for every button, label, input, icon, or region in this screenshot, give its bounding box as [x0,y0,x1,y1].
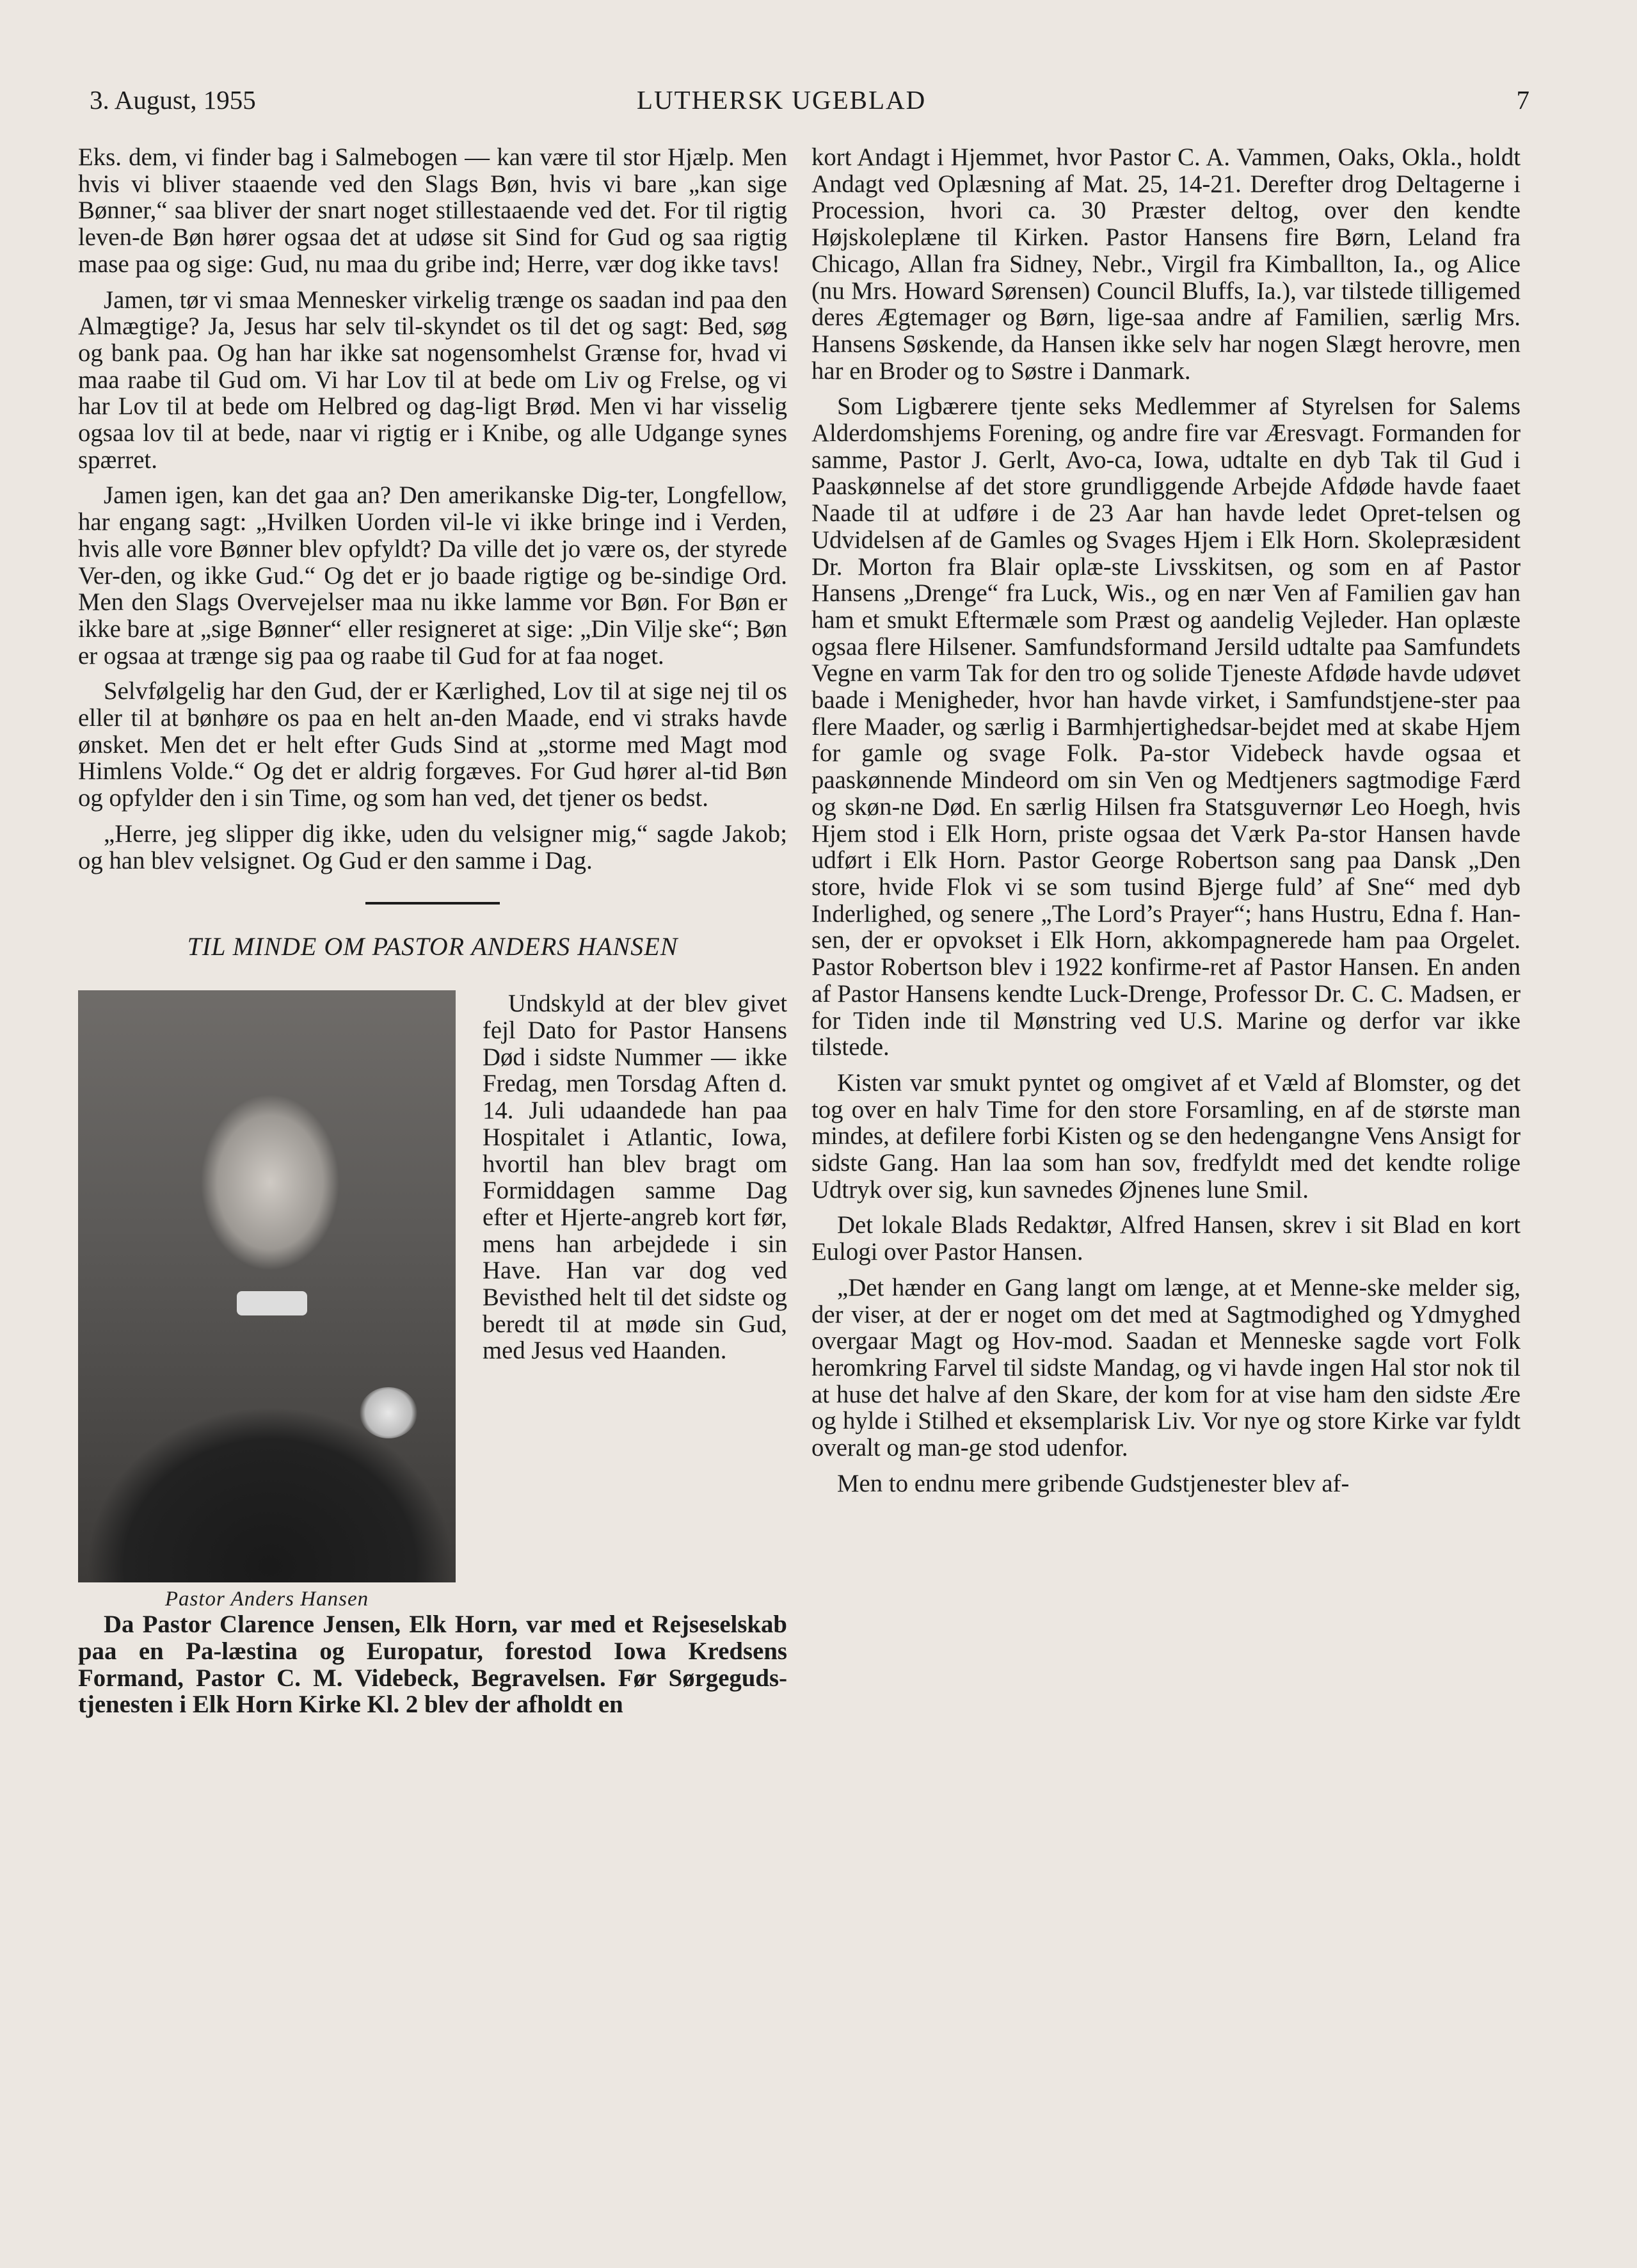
right-column [811,144,1521,1497]
paragraph: Som Ligbærere tjente seks Medlemmer af Styrelsen for Salems Alderdomshjems Forening, og andre fire var Æresvagt. Formanden for samme, Pastor J. Gerlt, Avo-ca, Iowa, udtalte en dyb Tak til Gud i Paaskønnelse af det store grundliggende Arbejde Afdøde havde faaet Naade til at udføre i de 23 Aar han havde ledet Opret-telsen og Udvidelsen af de Gamles og Svages Hjem i Elk Horn. Skolepræsident Dr. Morton fra Blair oplæ-ste Livsskitsen, og som en af Pastor Hansens „Drenge“ fra Luck, Wis., og en nær Ven af Familien gav han ham et smukt Eftermæle som Præst og aandelig Vejleder. Han oplæste ogsaa flere Hilsener. Samfundsformand Jersild udtalte paa Samfundets Vegne en varm Tak for den tro og solide Tjeneste Afdøde havde udøvet baade i Menigheder, hvor han havde virket, i Samfundstjene-ster paa flere Maader, og særlig i Barmhjertighedsar-bejdet med at skabe Hjem for gamle og svage Folk. Pa-stor Videbeck havde ogsaa et paaskønnende Mindeord om sin Ven og Medtjeners sagtmodige Færd og skøn-ne Død. En særlig Hilsen fra Statsguvernør Leo Hoegh, hvis Hjem stod i Elk Horn, priste ogsaa det Værk Pa-stor Hansen havde udført i Elk Horn. Pastor George Robertson sang paa Dansk „Den store, hvide Flok vi se som tusind Bjerge fuld’ af Sne“ med dyb Inderlighed, og senere „The Lord’s Prayer“; hans Hustru, Edna f. Han-sen, der er opvokset i Elk Horn, akkompagnerede ham paa Orgelet. Pastor Robertson blev i 1922 konfirme-ret af Pastor Hansen. En anden af Pastor Hansens kendte Luck-Drenge, Professor Dr. C. C. Madsen, er for Tiden inde til Mønstring ved U.S. Marine og derfor var ikke tilstede. [811,392,1521,1061]
photo-caption: Pastor Anders Hansen [164,1588,369,1611]
paragraph: „Herre, jeg slipper dig ikke, uden du velsigner mig,“ sagde Jakob; og han blev velsignet. Og Gud er den samme i Dag. [78,819,787,874]
memorial-title: TIL MINDE OM PASTOR ANDERS HANSEN [187,932,678,961]
paragraph: Da Pastor Clarence Jensen, Elk Horn, var med et Rejseselskab paa en Pa-læstina og Europatur, forestod Iowa Kredsens Formand, Pastor C. M. Videbeck, Begravelsen. Før Sørgeguds-tjenesten i Elk Horn Kirke Kl. 2 blev der afholdt en [78,1611,787,1719]
issue-date: 3. August, 1955 [90,85,256,115]
paragraph: Men to endnu mere gribende Gudstjenester blev af- [837,1469,1350,1497]
page-header [90,82,1529,120]
left-column [78,144,787,1718]
paragraph: Eks. dem, vi finder bag i Salmebogen — kan være til stor Hjælp. Men hvis vi bliver staaende ved den Slags Bøn, hvis vi bare „kan sige Bønner,“ saa bliver der snart noget stillestaaende ved det. For til rigtig leven-de Bøn hører ogsaa det at udøse sit Sind for Gud og saa rigtig mase paa og sige: Gud, nu maa du gribe ind; Herre, vær dog ikke tavs! [78,143,787,278]
paragraph: Selvfølgelig har den Gud, der er Kærlighed, Lov til at sige nej til os eller til at bønhøre os paa en helt an-den Maade, end vi straks havde ønsket. Men det er helt efter Guds Sind at „storme med Magt mod Himlens Volde.“ Og det er aldrig forgæves. For Gud hører al-tid Bøn og opfylder den i sin Time, og som han ved, det tjener os bedst. [78,677,787,812]
paragraph: Jamen igen, kan det gaa an? Den amerikanske Dig-ter, Longfellow, har engang sagt: „Hvilken Uorden vil-le vi ikke bringe ind i Verden, hvis alle vore Bønner blev opfyldt? Da ville det jo være os, der styrede Ver-den, og ikke Gud.“ Og det er jo baade rigtige og be-sindige Ord. Men den Slags Overvejelser maa nu ikke lamme vor Bøn. For Bøn er ikke bare at „sige Bønner“ eller resigneret at sige: „Din Vilje ske“; Bøn er ogsaa at trænge sig paa og raabe til Gud for at faa noget. [78,481,787,670]
memorial-intro [78,990,787,1611]
section-divider [365,902,500,905]
portrait-figure [78,990,456,1611]
paragraph: Jamen, tør vi smaa Mennesker virkelig trænge os saadan ind paa den Almægtige? Ja, Jesus har selv til-skyndet os til det og sagt: Bed, søg og bank paa. Og han har ikke sat nogensomhelst Grænse for, hvad vi maa raabe til Gud om. Vi har Lov til at bede om Liv og Frelse, og vi har Lov til at bede om Helbred og dag-ligt Brød. Men vi har visselig ogsaa lov til at bede, naar vi rigtig er i Knibe, og alle Udgange synes spærret. [78,286,787,474]
paragraph: „Det hænder en Gang langt om længe, at et Menne-ske melder sig, der viser, at der er noget om det med at Sagtmodighed og Ydmyghed overgaar Magt og Hov-mod. Saadan et Menneske sagde vort Folk heromkring Farvel til sidste Mandag, og vi havde ingen Hal stor nok til at huse det halve af den Skare, der kom for at vise ham den sidste Ære og hylde i Stilhed et eksemplarisk Liv. Vor nye og store Kirke var fyldt overalt og man-ge stod udenfor. [811,1273,1521,1462]
paragraph: Undskyld at der blev givet fejl Dato for Pastor Hansens Død i sidste Nummer — ikke Fredag, men Torsdag Aften d. 14. Juli udaandede han paa Hospitalet i Atlantic, Iowa, hvortil han blev bragt om Formiddagen samme Dag efter et Hjerte-angreb kort før, mens han arbejdede i sin Have. Han var dog ved Bevisthed helt til det sidste og beredt til at møde sin Gud, med Jesus ved Haanden. [483,990,787,1365]
publication-title: LUTHERSK UGEBLAD [637,85,927,115]
memorial-text [483,990,787,1611]
portrait-photo [78,990,456,1582]
paragraph: kort Andagt i Hjemmet, hvor Pastor C. A. Vammen, Oaks, Okla., holdt Andagt ved Oplæsning af Mat. 25, 14-21. Derefter drog Deltagerne i Procession, hvori ca. 30 Præster deltog, over den kendte Højskoleplæne til Kirken. Pastor Hansens fire Børn, Leland fra Chicago, Allan fra Sidney, Nebr., Virgil fra Kimballton, Ia., og Alice (nu Mrs. Howard Sørensen) Council Bluffs, Ia.), var tilstede tilligemed deres Ægtemager og Børn, lige-saa andre af Familien, særlig Mrs. Hansens Søskende, da Hansen ikke selv har nogen Slægt herovre, men har en Broder og to Søstre i Danmark. [811,143,1521,385]
page-number: 7 [1516,85,1529,115]
paragraph: Kisten var smukt pyntet og omgivet af et Væld af Blomster, og det tog over en halv Time for den store Forsamling, en af de største man mindes, at defilere forbi Kisten og se den hedengangne Vens Ansigt for sidste Gang. Han laa som han sov, fredfyldt med det kendte rolige Udtryk over sig, kun savnedes Øjnenes lune Smil. [811,1068,1521,1203]
paragraph: Det lokale Blads Redaktør, Alfred Hansen, skrev i sit Blad en kort Eulogi over Pastor Hansen. [811,1211,1521,1266]
